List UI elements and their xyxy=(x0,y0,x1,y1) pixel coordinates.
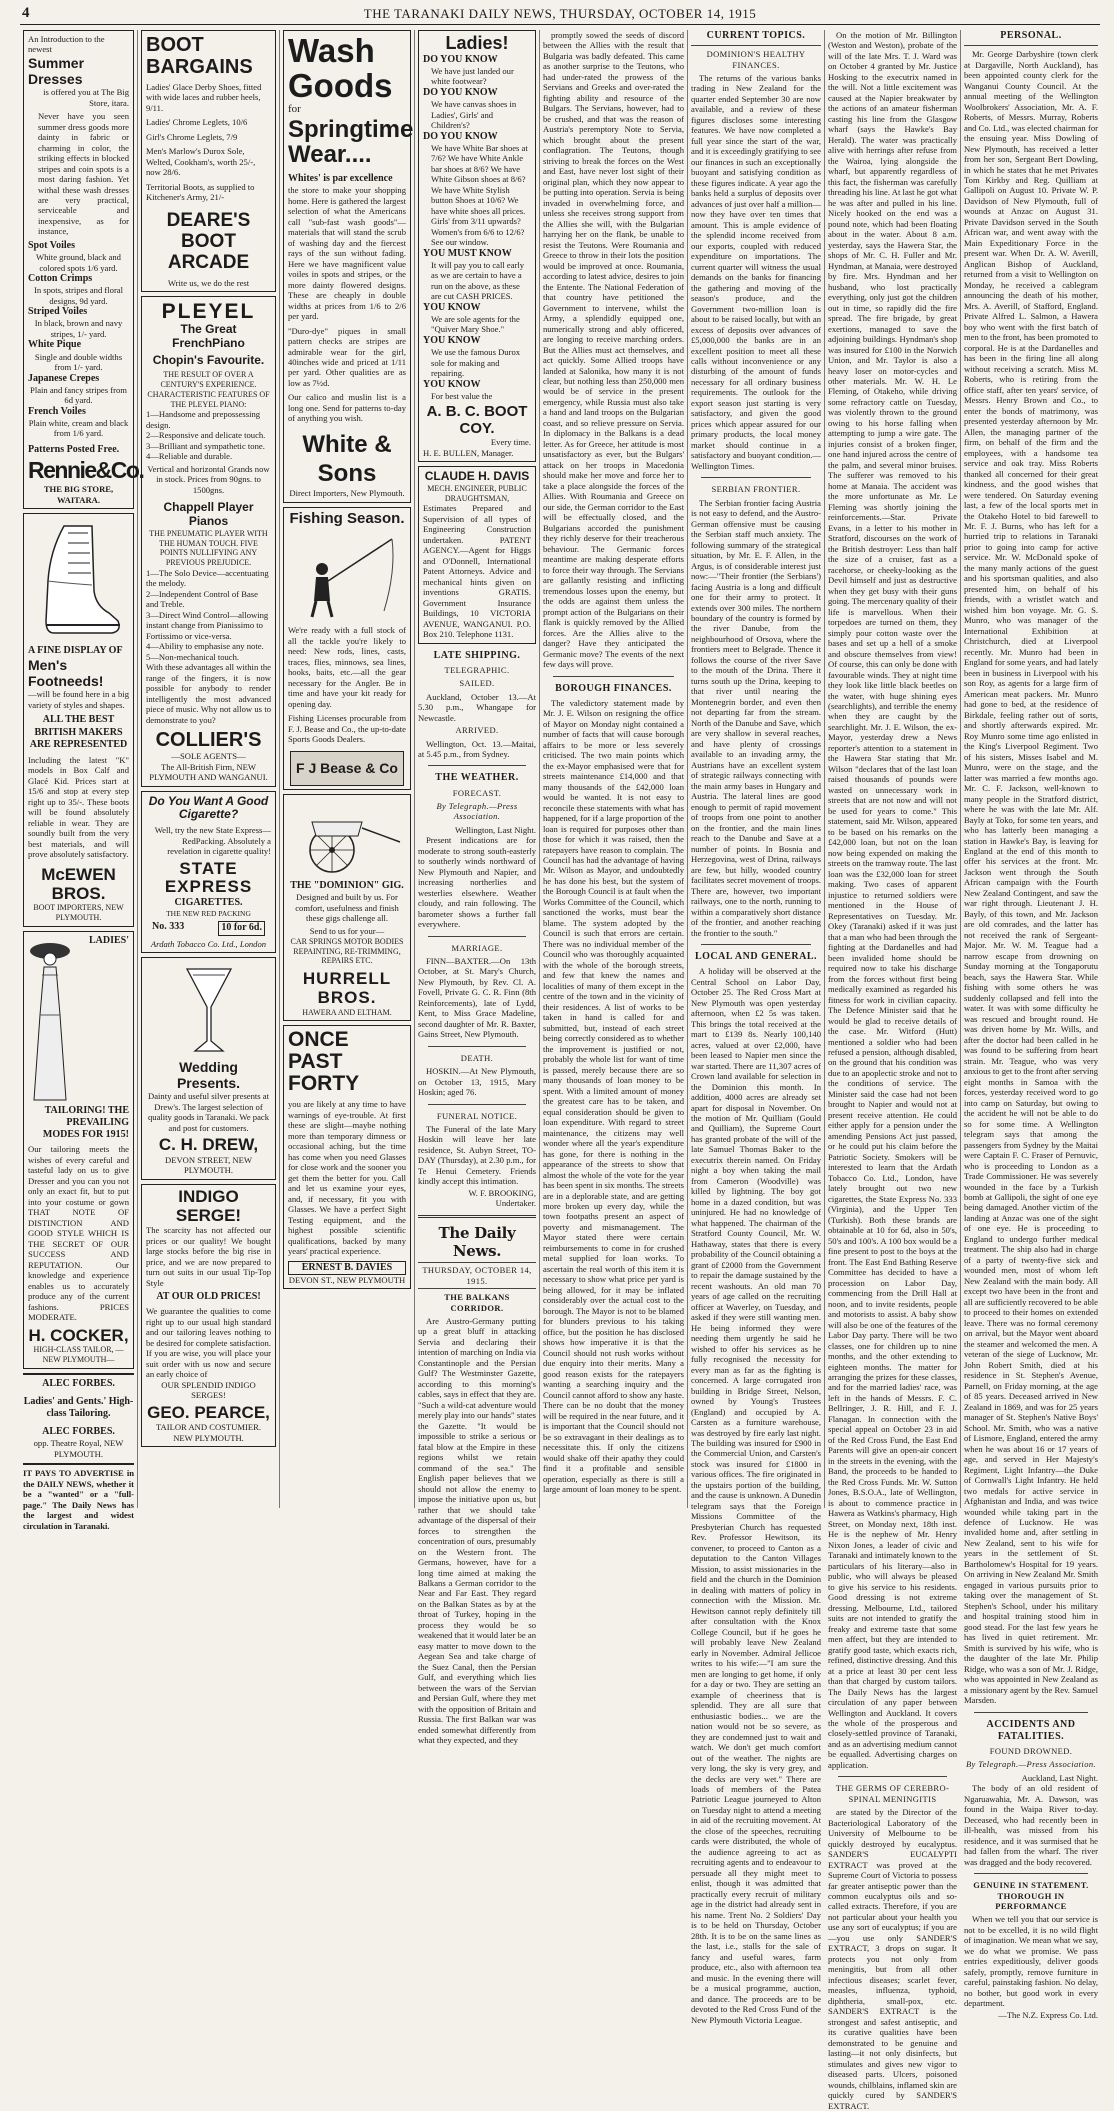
cig-label: CIGARETTES. xyxy=(174,897,243,909)
local-text: A holiday will be observed at the Central School on Labor Day, October 25. The Red Cross Mart at New Plymouth was open yesterday afternoon, when £2 5s was taken. This brings the total received at the mart to £139 8s. Nearly 100,140 acres, valued at over £2,000, have been leased to Napier men since the war started. There are 11,307 acres of Crown land available for selection in the Dominion this month. In addition, 4000 acres are already set apart for disposal in November. On the motion of Mr. Quilliam (Gould and Quilliam), the Supreme Court has granted probate of the will of the late Samuel Thomas Baker to the executrix therein named. On Friday night a boy when taking the mail from Cameron (Woodville) was killed by lightning. The boy got home in a dazed condition, but was uninjured. He had no knowledge of what happened. The chairman of the Stratford County Council, Mr. W. Hathaway, states that there is every probability of the Council obtaining a grant of £2000 from the Government to repair the damage sustained by the recent washouts. An old man 70 years of age called on the recruiting officer at Waverley, on Tuesday, and asked if they were still wanting men. He being informed they were needing them urgently he said he wished to offer his services as he fully recognised the necessity for every man as far as the fighting is concerned. A large corrugated iron building in Bridge Street, Nelson, owned by Young's Trustees (England) and occupied by A. Carsten as a furniture warehouse, was destroyed by fire early last night. The building was insured for £900 in the Commercial Union, and Carsten's stock was insured for £1800 in various offices. The fire originated in the upstairs portion of the building, and the cause is unknown. A Dunedin telegram says that the Foreign Missions Committee of the Presbyterian Church has requested Rev. Professor Hewitson, its convener, to proceed to Canton as a deputation to the Canton Villages Mission, to assist missionaries in the field and the church in the Dominion in dealing with matters of policy in connection with the Mission. Mr. Hewitson cannot reply definitely till after consultation with the Knox College Council, but if he goes he will probably leave New Zealand early in November. Admiral Jellicoe writes to his wife:—"I am sure the men are longing to get home, if only for a day or two. They are setting an example of cheeriness that is splendid. They are all sure that enthusiastic bodies... we are the nation would not be so severe, as they are condemned just to wait and watch. We don't get much comfort out of the weather. The nights are very long, the sky is very grey, and the decks are very wet." There are loads of members of the Patea Patriotic League journeyed to Alton on Tuesday night to attend a meeting in aid of the recruiting movement. At the close of the speeches, recruiting cards were distributed, the whole of the audience agreeing to act as recruiting agents and to endeavour to persuade all they might meet to enlist, though it was admitted that practically every recruit of military age in the district had already sent in his name. Trent No. 2 Soldiers' Day is to be held on Thursday, October 28th. It is to be on the same lines as the last, i.e., stalls for the sale of fancy and useful wares, farm produce, etc., also with afternoon tea and music. In the evening there will be a musical programme, auction, and dance. The proceeds are to be devoted to the Red Cross Fund of the New Plymouth Victoria League. xyxy=(691,966,821,2025)
cocker-ad xyxy=(23,931,134,1369)
pleyel-feat: 2—Responsive and delicate touch. xyxy=(146,430,266,441)
gig-list: CAR SPRINGS MOTOR BODIES REPAINTING, RE-TRIMMING, REPAIRS ETC. xyxy=(290,936,404,966)
davis-name: CLAUDE H. DAVIS xyxy=(424,469,530,484)
indigo-serge-title: INDIGO SERGE! xyxy=(175,1186,242,1225)
cocker-body: Our tailoring meets the wishes of every careful and tasteful lady on us to give Dresser and you can you not only an exact fit, but to put into your costume or gown THAT NOTE OF DISTINCTION AND GOOD STYLE WHICH IS THE SECRET OF OUR SUCCESS AND REPUTATION. Our knowledge and experience enables us to accurately produce any of the current fashions. PRICES MODERATE. xyxy=(28,1144,129,1323)
cigarette-ad xyxy=(141,791,276,953)
column-7 xyxy=(825,30,961,2111)
mcewen-title: Men's Footneeds! xyxy=(28,657,104,690)
cocker-sub: HIGH-CLASS TAILOR, —NEW PLYMOUTH— xyxy=(33,1345,124,1364)
balkans-continued: promptly sowed the seeds of discord between the Allies with the result that Bulgaria was badly defeated. This came as another surprise to the Teutons, who had under-rated the prowess of the Servians and Greeks and over-rated the fighting ability and resource of the Bulgars. The Servians, however, had to be crushed, and that was the reason of Austria's peremptory Note to Servia, which brought about the present conflagration. The Teutons, though striving to break the forces on the West and East, have never lost sight of their original plan, which they now appear to be putting into operation. Servia is being invaded in overwhelming force, and unless she receives strong support from the Allies she will, with the Bulgarian harrying her on the flank, be unable to resist the Teutons. Were Roumania and Greece to throw in their lots the position would be improved at once. Roumania, according to latest advice, desires to join the Entente. The National Federation of that country have petitioned the Government to intervene, whilst the Army, a splendidly equipped one, numerically strong and ably officered, are longing to receive marching orders. But the Allies must act themselves, and act quickly. Some Allied troops have landed at Salonika, how many it is not clear, but nothing less than 250,000 men would be of service in the present emergency, while Russia must also take a hand and land troops on the Bulgarian coast, and so relieve pressure on Servia. In diplomacy in the Balkans is a dead letter. As for Greece, her attitude is most unsatisfactory as ever, but the Bulgars' attack on her troops in Macedonia should make her move and force her to take a place alongside the forces of the Allies. With Roumania and Greece on our side, the German corridor to the East will be effectually closed, and the Bulgarians accorded the punishment they richly deserve for their treacherous behaviour. The Germanic forces meantime are making desperate efforts to force their way through. The Servians are gallantly resisting and inflicting tremendous losses upon the enemy, but the odds are against them unless the prompt action of the Bulgarians on their flank is quickly removed by the Allied forces. Are the Allies alive to the danger? Have they anticipated the Germanic move? The events of the next few days will prove. xyxy=(543,30,684,670)
mcewen-firm: McEWEN BROS. xyxy=(41,864,116,903)
bease-shop-sign: F J Bease & Co xyxy=(290,751,404,786)
death-text: HOSKIN.—At New Plymouth, on October 13, 1915, Mary Hoskin; aged 76. xyxy=(418,1066,536,1098)
white-sons-ad xyxy=(283,30,414,503)
finances-text: The valedictory statement made by Mr. J. E. Wilson on resigning the office of Mayor on Monday night contained a number of facts that will cause borough affairs to be more or less severely criticised. The two main points which the ex-Mayor emphasised were that for streets maintenance £14,000 and that many thousands of the £42,000 loan would be wanted. It is not easy to reconcile these statements with what has happened, for if a large proportion of the loan is required for purposes other than those for which it was raised, then the ratepayers have reason to complain. The Council has had the advantage of having Mr. Wilson as Mayor, and undoubtedly he has done his best, but the system of the Borough Council is at fault when the Works Committee of the Council, which sanctioned the works, must bear the blame. The system adopted by the Council is such that errors are certain. There was no individual member of the Council who was thoroughly acquainted with the whole of the borough streets, and few that knew the names and localities of many of them except in the centre of the town and in the vicinity of their residences. A list of works to be taken in hand is called for and submitted, but, instead of each street being correctly considered as to whether the improvement is justified or not, probably the whole list for want of time is passed, merely because there are so many thousands of loan money to be spent. With a limited amount of money the greatest care has to be taken, and equal consideration should be given to loan expenditure. With regard to street maintenance, the citizens may well wonder where all the year's expenditure has gone, for there is nothing in the appearance of the streets to show that almost the whole of the vote for the year has been spent in six months. The streets are in a deplorable state, and are getting more broken up every day, while the town footpaths present an aspect of poverty and mismanagement. The Mayor stated there were certain reimbursements to come in for crushed metal supplied for loan works. To ascertain the real worth of this item it is necessary to show what price per yard is being allowed, for it may be inflated considerably over the actual cost to the borough. The Mayor is not to be blamed for blunders previous to his taking office, but the position he has disclosed shows how imperative it is that the Council should not rush works without due enquiry into their merits. Many a good reason exists for the ratepayers wanting a searching inquiry and the Council cannot afford to show any haste. There can be no doubt that the money will be required in the near future, and it is important that the Council should not be so extravagant in their dealings as to necessitate this. If only the citizens would shake off their apathy they could find it a profitable and sensible operation, especially as there is still a large amount of loan money to be spent. xyxy=(543,697,684,1495)
accidents-heading: ACCIDENTS AND FATALITIES. xyxy=(986,1718,1076,1742)
germs-heading: THE GERMS OF CEREBRO-SPINAL MENINGITIS xyxy=(835,1783,950,1804)
springtime-word: Springtime xyxy=(288,115,414,143)
column-4 xyxy=(415,30,540,1746)
cig-number: No. 333 xyxy=(152,921,185,933)
shipping-heading: LATE SHIPPING. xyxy=(433,649,521,661)
white-body2: "Duro-dye" piques in small pattern checks are stripes are admirable wear for the girl, 40inches wide and priced at 1/11 per yard. Other qualities are as low as 7½d. xyxy=(288,325,406,388)
express-heading: GENUINE IN STATEMENT. THOROUGH IN PERFORMANCE xyxy=(973,1880,1089,1911)
chappell-point: 2—Independent Control of Base and Treble. xyxy=(146,588,258,610)
bigstore-title: Summer Dresses xyxy=(28,54,85,88)
cig-question: Do You Want A Good Cigarette? xyxy=(148,793,269,822)
page-number: 4 xyxy=(22,5,30,21)
mcewen-sub: BOOT IMPORTERS, NEW PLYMOUTH. xyxy=(33,903,124,922)
weather-place: Wellington, Last Night. xyxy=(455,824,536,835)
gig-body: Designed and built by us. For comfort, usefulness and finish these gigs challenge all. xyxy=(295,892,399,923)
pleyel-foot: Vertical and horizontal Grands now in stock. Prices from 90gns. to 1500gns. xyxy=(147,463,270,495)
bigstore-item: Cotton Crimps In spots, stripes and floral designs, 9d yard. xyxy=(28,273,124,306)
once-past-forty: ONCE PAST FORTY xyxy=(288,1028,360,1096)
mcewen-makers: ALL THE BEST BRITISH MAKERS ARE REPRESENTED xyxy=(29,714,128,750)
shipping-sailed: SAILED. xyxy=(459,678,495,689)
weather-sub: FORECAST. xyxy=(452,787,502,798)
abc-boot-ad xyxy=(418,30,536,462)
collier-shop: The All-British Firm, NEW PLYMOUTH AND WANGANUI. xyxy=(149,761,268,783)
pearce-body2: We guarantee the qualities to come right up to our usual high standard and our tailoring leaves nothing to be desired for complete satisfaction. If you are wise, you will place your suit order with us now and secure an early choice of xyxy=(146,1306,271,1380)
wash-word: Wash xyxy=(288,32,375,69)
weather-heading: THE WEATHER. xyxy=(435,772,519,784)
bigstore-intro: An Introduction to the newest xyxy=(28,34,105,55)
davis-body: Estimates Prepared and Supervision of all types of Engineering Construction undertaken. PATENT AGENCY.—Agent for Higgs and O'Donnell, International Patent Attorneys. Advice and mechanical hints given on inventions GRATIS. Government Insurance Buildings, 10 VICTORIA AVENUE, WANGANUI. P.O. Box 210. Telephone 1131. xyxy=(423,503,531,640)
advertise-notice: IT PAYS TO ADVERTISE in the DAILY NEWS, whether it be a "wanted" or a "full-page." The Daily News has the largest and widest circulation in Taranaki. xyxy=(23,1463,134,1531)
dominion-heading: DOMINION'S HEALTHY FINANCES. xyxy=(706,49,806,70)
boot-item: Ladies' Chrome Leglets, 10/6 xyxy=(146,117,248,128)
funeral-role: Undertaker. xyxy=(495,1198,536,1209)
bease-body2: Fishing Licenses procurable from F. J. Bease and Co., the up-to-date Sports Goods Dealers. xyxy=(288,713,406,745)
abc-firm: A. B. C. BOOT COY. xyxy=(426,403,528,437)
accidents-by: By Telegraph.—Press Association. xyxy=(965,1759,1097,1770)
bease-ad xyxy=(283,507,411,790)
pleyel-result: THE RESULT OF OVER A CENTURY'S EXPERIENCE. CHARACTERISTIC FEATURES OF THE PLEYEL PIANO: xyxy=(147,370,270,409)
column-8 xyxy=(961,30,1101,2020)
collier-agents: —SOLE AGENTS— xyxy=(171,751,246,762)
bigstore-item: Japanese Crepes Plain and fancy stripes from 6d yard. xyxy=(28,372,127,406)
shipping-tel: TELEGRAPHIC. xyxy=(444,664,510,675)
pearce-foot: OUR SPLENDID INDIGO SERGES! xyxy=(161,1379,256,1401)
abc-answer: It will pay you to call early as we are certain to have a run on the above, as these are cut CASH PRICES. xyxy=(431,259,525,302)
bigstore-body: Never have you seen summer dress goods more dainty in fabric or charming in color, the striking effects in blocked stripes and coin spots is a most daring fashion. Yet withal these wash dresses are very practical, serviceable and inexpensive, as for instance, xyxy=(38,111,129,237)
cig-body: Well, try the new State Express—RedPacking. Absolutely a revelation in cigarette quality! xyxy=(154,825,271,857)
masthead xyxy=(20,4,1100,25)
drew-body: Dainty and useful silver presents at Drew's. The largest selection of quality goods in Taranaki. We pack and post for customers. xyxy=(147,1091,270,1133)
gig-carriage-illustration xyxy=(292,802,402,876)
bigstore-item: White Pique Single and double widths from 1/- yard. xyxy=(28,339,123,373)
chappell-point: 3—Direct Wind Control—allowing instant change from Pianissimo to Fortissimo or vice-versa. xyxy=(146,609,269,641)
drew-title: Wedding Presents. xyxy=(176,1059,241,1092)
do-you-know: DO YOU KNOW xyxy=(423,130,498,142)
forbes-name: ALEC FORBES. xyxy=(42,1377,115,1389)
forbes-name-2: ALEC FORBES. xyxy=(42,1426,115,1438)
mcewen-line1: —will be found here in a big variety of styles and shapes. xyxy=(28,689,129,710)
pearce-firm: GEO. PEARCE, xyxy=(147,1402,270,1422)
boot-item: Girl's Chrome Leglets, 7/9 xyxy=(146,131,238,142)
mcewen-body: Including the latest "K" models in Box Calf and Glacé Kid. Prices start at 15/6 and stop at every step right up to 35/-. These boots will be found absolutely reliable in wear. They are soundly built from the very best materials, and will prove absolutely satisfactory. xyxy=(28,754,129,860)
funeral-heading: FUNERAL NOTICE. xyxy=(436,1110,518,1121)
bigstore-item: Spot Voiles White ground, black and colored spots 1/6 yard. xyxy=(28,239,121,273)
boot-bargains-title: BOOT BARGAINS xyxy=(146,34,253,78)
column-1 xyxy=(20,30,144,1531)
deare-firm: DEARE'S BOOT ARCADE xyxy=(166,209,251,273)
white-sub: Direct Importers, New Plymouth. xyxy=(289,488,405,499)
chappell-point: 1—The Solo Device—accentuating the melody. xyxy=(146,567,269,589)
serbian-heading: SERBIAN FRONTIER. xyxy=(711,484,801,495)
cocker-head: LADIES' TAILORING! THE PREVAILING MODES FOR 1915! xyxy=(42,934,129,1141)
leader-title: THE BALKANS CORRIDOR. xyxy=(444,1292,510,1313)
rennie-logo: Rennie&Co. xyxy=(28,457,144,484)
chappell-point: 5—Non-mechanical touch. xyxy=(146,651,240,662)
ladies-title: Ladies! xyxy=(445,33,509,53)
abc-answer: We have canvas shoes in Ladies', Girls' and Children's? xyxy=(431,99,517,131)
wear-word: Wear.... xyxy=(288,140,372,168)
funeral-text: The Funeral of the late Mary Hoskin will leave her late residence, St. Aubyn Street, TO-DAY (Thursday), at 2.30 p.m., for Te Henui Cemetery. Friends kindly accept this intimation. xyxy=(418,1123,536,1187)
davies-body: you are likely at any time to have warnings of eye-trouble. At first these are slight—maybe nothing more than temporary dimness or occasional aching, but the time has come when you need Glasses for close work and the sooner you get them the better for you. Call and let us examine your eyes, and, if necessary, fit you with Glasses. We have a perfect Sight Testing equipment, and the highest possible scientific qualifications, backed by many years' practical experience. xyxy=(288,1099,406,1257)
pleyel-feat: 4—Reliable and durable. xyxy=(146,451,233,462)
forbes-addr: opp. Theatre Royal, NEW PLYMOUTH. xyxy=(33,1438,124,1459)
serbian-text: The Serbian frontier facing Austria is not easy to defend, and the Austro-German offensive must be causing the Serbian staff much anxiety. The following summary of the strategical situation, by Mr. E. F. Allen, in the Argus, is of considerable interest just now:—"Their frontier (the Serbians') facing Austria is a long and difficult one for their army to protect. It extends over 300 miles. The northern boundary of the country is formed by the river Danube, from the neighbourhood of Orsova, where the frontiers meet to Belgrade. Thence it follows the course of the river Save to the mouth of the Drina. There it turns south up the Drina, keeping to that river until nearing the Montenegrin border, and even then not departing far from the stream. North of the Danube and Save, which are very shallow in several reaches, and have plenty of crossings available to an invading army, the Austrians have an excellent system of strategic railways connecting with the main army bases in Hungary and Austria. The lateral lines are good enough to permit of rapid movement of troops from one point to another on the frontier, and the main lines reach to the Danube and Save at a number of points. In Bosnia and Herzegovina, west of Drina, railways are few, but hilly, wooded country facilitates secret movement of troops. There are, however, two important railways, one to the north, running to within a comparatively short distance of the frontier, and another reaching the frontier to the south." xyxy=(691,497,821,938)
drew-addr: DEVON STREET, NEW PLYMOUTH. xyxy=(165,1154,252,1176)
abc-manager: H. E. BULLEN, Manager. xyxy=(423,447,514,458)
bease-body: We're ready with a full stock of all the tackle you're likely to need: New rods, lines, casts, traces, flies, minnows, sea lines, hooks, baits, etc.—all the gear necessary for the Angler. Be in time and have your kit ready for opening day. xyxy=(288,625,406,709)
pleyel-feat: 3—Brilliant and sympathetic tone. xyxy=(146,440,265,451)
drew-ad xyxy=(141,957,276,1180)
abc-answer: We have White Bar shoes at 7/6? We have White Ankle bar shoes at 8/6? We have White Gibson shoes at 8/6? We have White Stylish button Shoes at 10/6? We have white shoes all prices. Girls' from 3/11 upwards? Women's from 6/6 to 12/6? See our window. xyxy=(431,142,528,248)
column-3 xyxy=(280,30,415,1508)
goods-word: Goods xyxy=(288,66,393,104)
bigstore-offer: is offered you at The Big Store, itara. xyxy=(43,87,129,108)
accidents-text: The body of an old resident of Ngaruawahia, Mr. A. Dawson, was found in the Waipa River to-day. Deceased, who had recently been in ill-health, was missed from his residence, and it was surmised that he had fallen from the wharf. The river was dragged and the body recovered. xyxy=(964,1783,1098,1867)
you-must-know: YOU MUST KNOW xyxy=(423,247,512,259)
bigstore-store: THE BIG STORE, xyxy=(43,484,114,495)
hurrell-sub: HAWERA AND ELTHAM. xyxy=(302,1007,392,1017)
bigstore-item: French Voiles Plain white, cream and black from 1/6 yard. xyxy=(28,405,129,439)
column-2 xyxy=(138,30,280,1508)
pleyel-tag: Chopin's Favourite. xyxy=(152,352,265,367)
leader-text: Are Austro-Germany putting up a great bluff in attacking Servia and declaring their intention of marching on India via Constantinople and the Persian Gulf? The Westminster Gazette, according to this morning's cables, says in effect that they are. "Such a wild-cat adventure would merely play into our hands" states the Gazette. "It would be impossible to strike a serious or fatal blow at the Empire in these regions whilst we retain command of the sea." The English paper believes that we should not allow the enemy to impose the initiative upon us, but rather that we should take advantage of the dispersal of their forces to strengthen the concentration of ours, presumably on the Western front. The Germans, however, have for a long time aimed at making the Balkans a German corridor to the Near and Far East. They regard on the Balkan States as by at the throat of Turkey, hoping in the process they would be so weakened that it would later be an easy matter to move down to the Aegean Sea and take charge of the Suez Canal, then the Persian Gulf, and everything which lies between the wars of the Servian and Persian Gulf, where they met with the opposition of Britain and Russia. The first Balkan war was ended somewhat differently from what they expected, and they xyxy=(418,1315,536,1746)
abc-every: Every time. xyxy=(490,437,531,448)
do-you-know: DO YOU KNOW xyxy=(423,86,498,98)
local-heading: LOCAL AND GENERAL. xyxy=(694,951,818,963)
forbes-ad xyxy=(23,1373,134,1460)
you-know: YOU KNOW xyxy=(423,378,481,390)
pleyel-feat: 1—Handsome and prepossessing design. xyxy=(146,409,261,430)
weather-by: By Telegraph.—Press Association. xyxy=(436,801,518,822)
shipping-arrived-text: Wellington, Oct. 13.—Maitai, at 5.45 p.m., from Sydney. xyxy=(418,738,536,759)
cocker-firm: H. COCKER, xyxy=(28,1325,129,1345)
column-5 xyxy=(540,30,688,1508)
abc-answer: We are sole agents for the "Quiver Mary Shoe." xyxy=(431,313,520,335)
pearce-body: The scarcity has not affected our prices or our quality! We bought large stocks before the big rise in price, and we are now prepared to turn out suits in our usual Tip-Top Style xyxy=(146,1225,271,1288)
pleyel-name: PLEYEL xyxy=(161,300,256,323)
pearce-ad xyxy=(141,1184,276,1447)
gig-title: THE "DOMINION" GIG. xyxy=(290,879,404,891)
leader-date: THURSDAY, OCTOBER 14, 1915. xyxy=(418,1262,536,1289)
mcewen-ad xyxy=(23,513,134,927)
weather-text: Present indications are for moderate to strong south-easterly to southerly winds northward of New Plymouth and Napier, and increasing northerlies and westerlies elsewhere. Weather cloudy, and rain following. The barometer shows a further fall everywhere. xyxy=(418,835,536,930)
deare-ad xyxy=(141,30,276,292)
funeral-sign: W. F. BROOKING, xyxy=(468,1187,536,1198)
white-body: the store to make your shopping home. Here is gathered the largest selection of what the Americans call "sub-fast wash goods"—materials that will stand the scrub of washing day and the fiercest rays of the sun without fading. Here we have magnificent value voiles in spots and stripes, or the more dainty flowered designs. These are cheaply in double widths at prices from 1/6 to 2/6 per yard. xyxy=(288,185,406,322)
gig-send: Send to us for your— xyxy=(309,926,385,937)
marriage-heading: MARRIAGE. xyxy=(451,942,503,953)
boot-item: Territorial Boots, as supplied to Kitchener's Army, 21/- xyxy=(146,181,255,203)
davies-ad xyxy=(283,1025,411,1289)
marriage-text: FINN—BAXTER.—On 13th October, at St. Mary's Church, New Plymouth, by Rev. Cl. A. Fovell, Private G. C. R. Finn (8th Reinforcements), late of Lydd, Kent, to Miss Grace Madeline, second daughter of Mr. R. Baxter, Gains Street, New Plymouth. xyxy=(418,955,536,1040)
bigstore-town: WAITARA. xyxy=(56,494,101,505)
davis-ad xyxy=(418,466,536,644)
cig-pack: THE NEW RED PACKING xyxy=(166,909,251,919)
current-topics-heading: CURRENT TOPICS. xyxy=(691,30,821,46)
davis-title: MECH. ENGINEER, PUBLIC DRAUGHTSMAN, xyxy=(427,483,527,503)
dominion-text: The returns of the various banks trading in New Zealand for the quarter ended September 30 are now available, and a review of these figures discloses some interesting features. We have now completed a full year since the start of the war, and it is exceedingly gratifying to see our finances in such an exceptionally buoyant and satisfying condition as these figures indicate. A year ago the banks held a surplus of deposits over advances of just over half a million—now they have over ten times that amount. This is ample evidence of the splendid income received from our exports, coupled with reduced expenditure on importations. The current quarter will witness the usual demands on the banks for financing the gathering and moving of the season's produce, and the Government two-million loan is about to be raised locally, but with an excess of deposits over advances of £5,000,000 the banks are in an excellent position to meet all these calls without inconvenience or any disturbing of the amount of funds necessary for all ordinary business requirements. The outlook for the export season just starting is very satisfactory, and given the good prices which appear assured for our primary products, the local money market should continue in a satisfactory and buoyant condition.—Wellington Times. xyxy=(691,72,821,471)
bigstore-item: Striped Voiles In black, brown and navy stripes, 1/- yard. xyxy=(28,306,123,339)
you-know: YOU KNOW xyxy=(423,334,481,346)
newspaper-title: THE TARANAKI DAILY NEWS, THURSDAY, OCTOBER 14, 1915 xyxy=(363,6,757,21)
drew-firm: C. H. DREW, xyxy=(158,1135,259,1155)
cig-price: 10 for 6d. xyxy=(218,921,265,935)
pleyel-ad xyxy=(141,296,276,787)
boot-item: Men's Marlow's Durox Sole, Welted, Cookham's, worth 25/-, now 28/6. xyxy=(146,146,256,178)
forbes-line: Ladies' and Gents.' High-class Tailoring. xyxy=(23,1395,134,1420)
germs-text: are stated by the Director of the Bacteriological Laboratory of the University of Melbourne to be quickly destroyed by eucalyptus. SANDER'S EUCALYPTI EXTRACT was proved at the Supreme Court of Victoria to possess far greater antiseptic power than the common eucalyptus oils and so-called extracts. Therefore, if you are not particular about your health you use any sort of eucalyptus; if you are—you use only SANDER'S EXTRACT, 3 drops on sugar. It protects you not only from meningitis, but from all other infectious diseases; scarlet fever, measles, influenza, typhoid, diphtheria, small-pox, etc. SANDER'S EXTRACT is the strongest and safest antiseptic, and its curative qualities have been demonstrated to be genuine and lasting—it not only disinfects, but stimulates and gives new vigor to diseased parts. Ulcers, poisoned wounds, chilblains, inflamed skin are quickly cured by SANDER'S EXTRACT. xyxy=(828,1807,957,2111)
cig-maker: Ardath Tobacco Co. Ltd., London xyxy=(150,938,267,949)
daily-news-masthead: The Daily News. xyxy=(438,1223,516,1261)
state-express-brand: STATE EXPRESS xyxy=(164,858,253,897)
boot-item: Ladies' Glace Derby Shoes, fitted with wide laces and rubber heels, 9/11. xyxy=(146,82,262,113)
white-lead: Whites' is par excellence xyxy=(288,173,393,185)
express-text: When we tell you that our service is not to be excelled, it is no wild flight of imagination. We mean what we say, we do what we promise. We pass entries expeditiously, deliver goods safely, promptly, remove furniture in careful, painstaking fashion. No delay, no bother, but good work in every department. xyxy=(964,1914,1098,2009)
personal-heading: PERSONAL. xyxy=(964,30,1098,46)
boot-illustration xyxy=(34,521,124,641)
you-know: YOU KNOW xyxy=(423,301,481,313)
mcewen-intro: A FINE DISPLAY OF xyxy=(28,645,123,657)
abc-answer: For best value the xyxy=(431,390,493,401)
abc-answer: We have just landed our white footwear? xyxy=(431,65,514,87)
abc-answer: We use the famous Durox sole for making and repairing. xyxy=(431,347,521,379)
pleyel-sub: The Great FrenchPiano xyxy=(172,322,245,350)
collier-firm: COLLIER'S xyxy=(155,729,262,752)
for-word: for xyxy=(288,103,301,116)
vase-illustration xyxy=(179,965,239,1055)
white-sons-logo: White & Sons xyxy=(302,430,392,488)
white-body3: Our calico and muslin list is a long one. Send for patterns to-day of anything you wish. xyxy=(288,392,406,424)
chappell-title: Chappell Player Pianos xyxy=(163,500,254,529)
pearce-sub: TAILOR AND COSTUMIER. NEW PLYMOUTH. xyxy=(155,1422,262,1443)
local-continued: On the motion of Mr. Billington (Weston and Weston), probate of the will of the late Mrs. T. J. Ward was on October 4 granted by Mr. Justice Hosking to the executrix named in the will. Not a little excitement was caused at the Napier breakwater by the actions of an amateur fisherman casting his line from the Glasgow wharf (says the Hawke's Bay Herald). The water was practically alive with herrings after refuse from the Wairoa, lying alongside the wharf, but apparently regardless of this fact, the fisherman was carefully threading his line. At last he got what he was after and pulled in his line. Nicely hooked on the end was a pound note, which had been floating about in the water. About 8 a.m. yesterday, says the Hawera Star, the shops of Mr. C. H. Fuller and Mr. Hyndman, at Manaia, were destroyed by fire. Mrs. Hyndman and her husband, who lost practically everything, only just got the children out in time, so rapidly did the fire spread. The fire brigade, by great exertions, managed to save the adjoining buildings. Hyndman's shop was insured for £100 in the Norwich Union, and Mr. Taylor is also a heavy loser on motor-cycles and other materials. Mr. W. H. Le Fleming, of Otakeho, while driving some refractory cattle on Tuesday, was violently thrown to the ground owing to his horse falling when attempting to jump a wire gate. The injuries consist of a broken finger, one hand injured across the centre of the palm, and several minor bruises. The sufferer was removed to his home at Manaia. The accident was the more unfortunate as Mr. Le Fleming was shortly joining the reinforcements.—Star. Private Evans, in a letter to his mother in Stratford, discourses on the work of the British destroyer: Less than half the size of a cruiser, fast as a racehorse, or cheeky-looking as the Devil himself and just as destructive when they get busy with their guns going. The mercenary quality of their life is marvellous. When their torpedoes are turned on them, they simply pour cotton waste over the bases and set up a hell of a smoke and obscure themselves from view! Of course, this can only be done with favourable winds. They at night time they look like little black beetles on the water, with huge shining eyes (searchlights), and terrible the enemy when they are caught by the searchlight. Mr. J. E. Wilson, the ex-Mayor, yesterday drew a News reporter's attention to a statement in the Hawera Star stating that Mr. Wilson "declares that of the last loan raised thousands of pounds were wasted on unnecessary work in streets that are not now and will not be used for years to come." This statement, said Mr. Wilson, appeared to be based on his remarks on the £42,000 loan, but not on the loan now being expended on making the streets on the tramway route. The last loan was the £32,000 loan for street making. Two cases of apparent injustice to returned soldiers were mentioned in the House of Representatives on Tuesday. Mr. Okey (Taranaki) asked if it was just that a man who had been through the fighting at the Dardanelles and had been invalided home should be required now to take his discharge from the forces without first being medically examined as regarded his fitness for work in civilian capacity. The Defence Minister said that he would be glad to receive details of the case. Mr. Witford (Hutt) mentioned a soldier who had been refused a pension, although disabled, on the ground that his condition was due to an apoplectic stroke and not to the conditions of service. The Minister said the case had not been brought to Napier and would not at present receive attention. He could either apply for a pension under the amending Pensions Act just passed, or he could put his claim before the Patriotic Society. Smokers will be interested to learn that the Ardath Tobacco Co. Ltd., London, have lately brought out two new cigarettes, the State Express No. 333 (Virginia), and the Upper Ten (Turkish). Both these brands are obtainable at 10 for 6d, also in 50's, 50's and 100's. A 100 box would be a fine present to post to the boys at the front. The East End Bathing Reserve Committee has decided to have a procession on Labor Day, commencing from the Drill Hall at noon, and to invite residents, people and motorists to assist. A baby show will also be one of the features of the Labor Day party. There will be two classes, one for children up to nine months, and the other extending to eighteen months. The matter for arranging the prizes for these classes, and for the married ladies' race, was left in the hands of Messrs. F. C. Bellringer, J. R. Hill, and F. J. Flanagan. In connection with the special appeal on October 23 in aid of the Red Cross Fund, the East End Parents will give an open-air concert in the streets in the evening, with the Band, the proceeds to be handed to the Red Cross Funds. Mr. W. Sutton Jones, B.S.O.A., late of Wellington, is about to commence practice in Hawera as Watkins's pharmacy, High Street, on Monday next, 18th inst. He is the nephew of Mr. Henry Nixon Jones, a leader of civic and Taranaki and intimately known to the particulars of his literary—also in public, who will always be pleased to give his service to his residents. Good dressing is not extreme dressing. Melbourne, Ltd., tailored suits are not intended to gratify the freaky and extreme taste that some men affect, but they are intended to gratify good taste, which exacts rich, refined, distinctive dressing. And this at a price at least 30 per cent less than that charged by custom tailors. The Daily News has the largest circulation of any paper between Wellington and Auckland. It covers the whole of the prosperous and closely-settled province of Taranaki, and as an advertising medium cannot be equalled. Advertising charges on application. xyxy=(828,30,957,1770)
deare-foot: Write us, we do the rest xyxy=(167,277,250,288)
chappell-foot: With these advantages all within the range of the fingers, it is now possible for anybody to render intelligently the most advanced piece of music. Why not allow us to demonstrate to you? xyxy=(146,662,271,725)
pearce-prices: AT OUR OLD PRICES! xyxy=(156,1291,261,1303)
finances-heading: BOROUGH FINANCES. xyxy=(555,682,672,694)
accidents-sub: FOUND DROWNED. xyxy=(989,1746,1073,1757)
express-sign: —The N.Z. Express Co. Ltd. xyxy=(998,2009,1098,2020)
chappell-sub: THE PNEUMATIC PLAYER WITH THE HUMAN TOUCH. FIVE POINTS NULLIFYING ANY PREVIOUS PREJUDICE. xyxy=(149,528,268,568)
accidents-place: Auckland, Last Night. xyxy=(1021,1772,1098,1783)
fishing-title: Fishing Season. xyxy=(289,509,405,527)
davies-sub: DEVON ST., NEW PLYMOUTH xyxy=(288,1274,406,1285)
column-6 xyxy=(688,30,825,2025)
chappell-point: 4—Ability to emphasise any note. xyxy=(146,641,264,652)
personal-text: Mr. George Darbyshire (town clerk at Dargaville, North Auckland), has been appointed county clerk for the Wanganui County Council. At the annual meeting of the Wellington Woolbrokers' Association, Mr. A. F. Roberts, of Messrs. Murray, Roberts and Co. Ltd., was elected chairman for the ensuing year. Miss Dowling of New Plymouth, has received a letter from her son, Sergeant Bert Dowling, in which he states that he met Privates Tom Kirkby and Reg. Quilliam at Gallipoli on August 10. Private W. P. Davidson of New Plymouth, full of wounds at Anzac on August 31. Private Davidson served in the South African war, and went away with the Main Expeditionary Force in the present war. When Dr. A. W. Averill, Anglican Bishop of Auckland, returned from a visit to Wellington on Monday, he received a cablegram announcing the death of his mother, Mrs. A. Averill, of Stafford, England. Private Alfred L. Salmon, a Hawera boy who went with the first batch of men to the front, has been promoted to corporal. He is at the Dardanelles and has been in the firing line all along without receiving a scratch. Miss M. Roberts, who is retiring from the office staff, after ten years' service, of Messrs. Henry Brown and Co., to enter the bonds of matrimony, was presented yesterday afternoon by Mr. Allen, the managing partner of the firm, on behalf of the firm and the employees, with a handsome tea service and oak tray. Miss Roberts thanked all concerned for their great kindness, and the good wishes that were tendered. On Saturday evening last, a few of the local sports met in the Otakeho Hotel to bid farewell to Mr. F. J. Burns, who has left for a hurried trip to relations in Taranaki prior to going into camp for active service. Mr. W. McDonald spoke of the many manly actions of the guest and his sportsman qualities, and also presented him, on behalf of his friends, with a wristlet watch and wished him bon voyage. Mr. G. S. Munro, who was manager of the International Exhibition at Christchurch, died at Liverpool recently. Mr. Munro had been in England for some years, and had lately been in business in Liverpool with his son Roy, as agents for a large firm of American meat packers. Mr. Munro had gone to bed, at the residence of Birkdale, feeling rather out of sorts, and shortly afterwards expired. Mr. Roy Munro some time ago enlisted in the King's Liverpool Regiment. Two of his sisters, Misses Isabel and M. Munro, were on the stage, and the latter was married a few months ago. Mr. C. F. Jackson, well-known to many people in the Stratford district, where he was with the late Mr. Alf. Bayly at Toko, for some ten years, and who has latterly been managing a station in Hawke's Bay, is leaving for England at the end of this month to offer his services at the front. Mr. Jackson went through the South African campaign with the Fourth New Zealand Contingent, and saw the war right through. Lieutenant J. H. Bayly, of this town, and Mr. Jackson are old comrades, and the latter has not received the rank of Sergeant-Major. Mr. W. M. Teague had a narrow escape from drowning on Sunday morning at the Tongaporutu beach, says the Hawera Star. While fishing with some others he was suddenly collapsed and fell into the water. It was with some difficulty he was rescued and brought round. He was driven home by Mr. Wills, and after the doctor had been called in he was found to be suffering from heart strain. Mr. Teague, who was very anxious to get to the front after serving eight months in Samoa with the forces, yesterday received word to go into camp on Saturday, but owing to the accident he will not be able to do so for some time. A Wellington telegram says that among the passengers from Sydney by the Maitai were Captain F. C. Fraser of Pernuvic, who is proceeding to London as a Trade Commissioner. He was severely wounded in the face by a Turkish bomb at Gallipoli, the sight of one eye being damaged. Another victim of the landing at Anzac was one of the sight of one eye. He is proceeding to England to undergo further medical treatment. The ship also had in charge of a party of twenty-five sick and wounded men, most of whom left New Zealand with the main body. All except two have been in the front and all are sufficiently recovered to be able to proceed to their homes on extended leave. There was no formal ceremony on arrival, but the Mayor went aboard the steamer and welcomed the men. A veteran of the siege of Lucknow, Mr. John Robert Smith, died at his residence in St. Stephen's Avenue, Parnell, on Friday morning, at the age of 85 years. Deceased arrived in New Zealand in 1869, and was for 25 years manager of St. Stephen's Native Boys' School. Mr. Smith, who was a native of Lismore, England, entered the army when he was about 16 or 17 years of age, and served in Her Majesty's Regiment, Light Infantry—the Duke of Cornwall's Light Infantry. He held two medals for active service in Afghanistan and India, and was twice wounded while taking part in the defence of Lucknow. He was invalided home and, after settling in New Zealand, sent to his wife for years in the settlement of St. Bartholomew's Hospital for 19 years. On arriving in New Zealand Mr. Smith engaged in various pursuits prior to taking over the management of St. Stephen's School, under his military and hospital training stood him in good stead. For the last few years he has lived in quiet retirement. Mr. Smith is survived by his wife, who is the daughter of the late Mr. Philip Ridge, who was a son of Mr. J. Ridge, who was appointed in New Zealand as a missionary agent by the Rev. Samuel Marsden. xyxy=(964,49,1098,1706)
shipping-sailed-text: Auckland, October 13.—At 5.30 p.m., Whangape for Newcastle. xyxy=(418,691,536,723)
death-heading: DEATH. xyxy=(460,1052,494,1063)
big-store-ad xyxy=(23,30,144,509)
lady-figure-illustration xyxy=(28,935,72,1105)
fisherman-illustration xyxy=(292,531,402,621)
hurrell-firm: HURRELL BROS. xyxy=(302,969,392,1007)
hurrell-ad xyxy=(283,794,411,1022)
do-you-know: DO YOU KNOW xyxy=(423,53,498,65)
patterns-posted: Patterns Posted Free. xyxy=(28,443,120,455)
davies-firm: ERNEST B. DAVIES xyxy=(288,1261,406,1275)
shipping-arrived: ARRIVED. xyxy=(455,725,499,736)
